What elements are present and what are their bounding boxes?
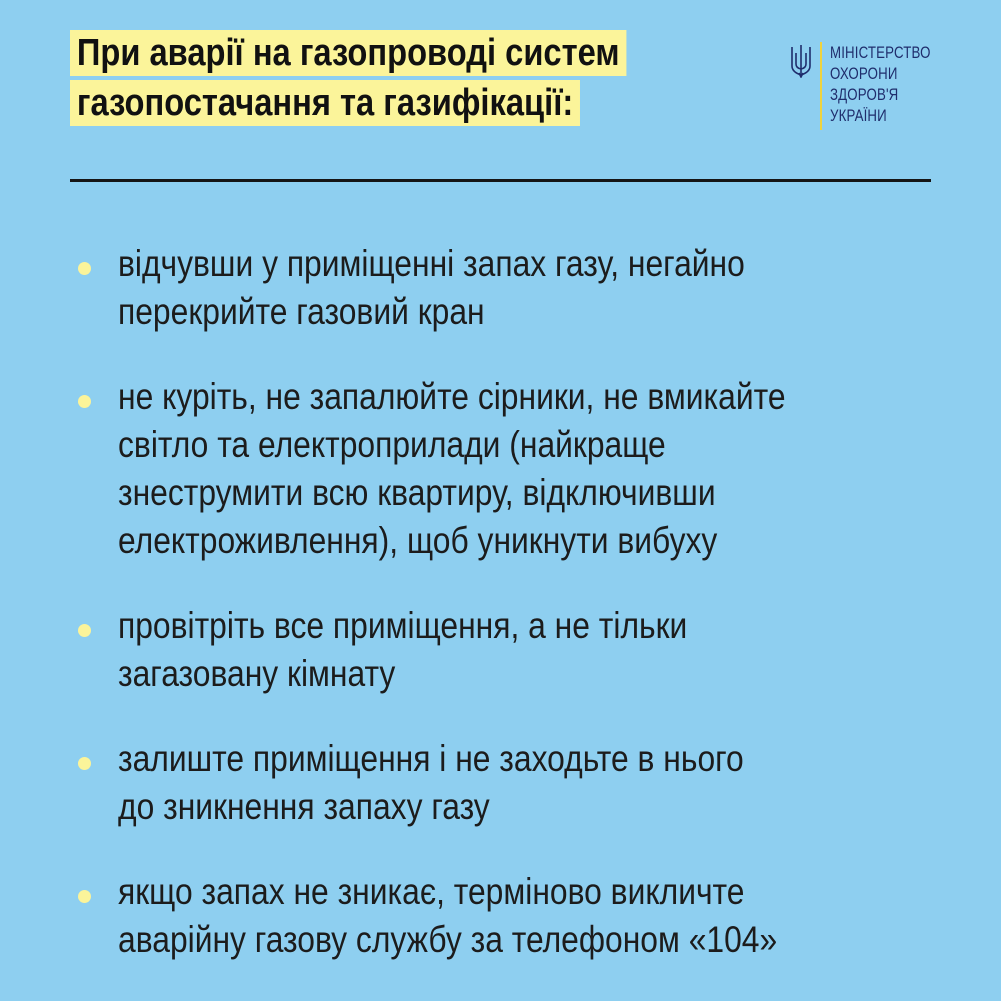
title-line-2: газопостачання та газифікації: xyxy=(70,80,580,126)
page-title xyxy=(70,30,710,130)
logo-text xyxy=(830,42,931,126)
bullet-dot-icon xyxy=(78,890,91,903)
list-item xyxy=(70,602,950,698)
list-item-text: не куріть, не запалюйте сірники, не вмикайте світло та електроприлади (найкраще знеструмити всю квартиру, відключивши електроживлення), щоб уникнути вибуху xyxy=(118,376,786,561)
bullet-dot-icon xyxy=(78,757,91,770)
bullet-dot-icon xyxy=(78,395,91,408)
trident-icon xyxy=(790,44,812,78)
bullet-dot-icon xyxy=(78,624,91,637)
header-divider xyxy=(70,179,931,182)
logo-line-1: МІНІСТЕРСТВО xyxy=(830,43,931,62)
bullet-dot-icon xyxy=(78,262,91,275)
logo-line-2: ОХОРОНИ xyxy=(830,64,898,83)
list-item-text: якщо запах не зникає, терміново викличте аварійну газову службу за телефоном «104» xyxy=(118,871,778,960)
title-line-1: При аварії на газопроводі систем xyxy=(70,30,626,76)
list-item-text: провітріть все приміщення, а не тільки загазовану кімнату xyxy=(118,605,688,694)
list-item xyxy=(70,240,950,336)
instructions-list xyxy=(70,240,950,1001)
list-item xyxy=(70,868,950,964)
list-item-text: залиште приміщення і не заходьте в нього до зникнення запаху газу xyxy=(118,738,744,827)
logo-line-3: ЗДОРОВ'Я xyxy=(830,85,899,104)
list-item-text: відчувши у приміщенні запах газу, негайно перекрийте газовий кран xyxy=(118,243,745,332)
list-item xyxy=(70,735,950,831)
list-item xyxy=(70,373,950,565)
logo-line-4: УКРАЇНИ xyxy=(830,106,887,125)
logo-divider xyxy=(820,42,822,130)
ministry-logo xyxy=(790,42,959,130)
